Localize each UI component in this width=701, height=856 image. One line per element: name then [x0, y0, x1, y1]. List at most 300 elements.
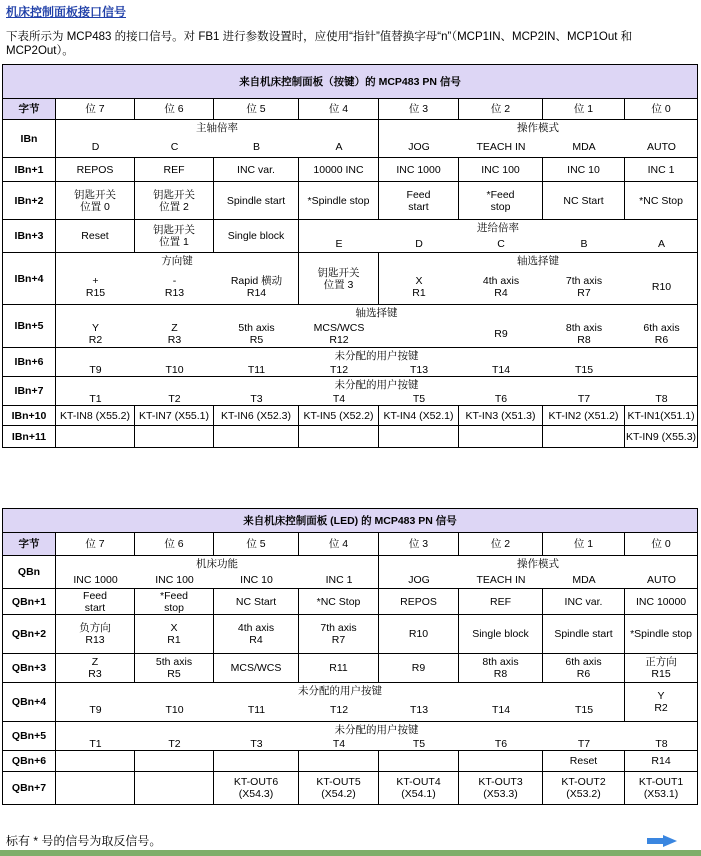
- signal-cell: Reset: [543, 751, 625, 772]
- signal-row: [3, 406, 698, 426]
- signal-cell: KT-IN4 (X52.1): [379, 406, 459, 426]
- signal-cell: T14: [491, 704, 511, 716]
- signal-cell: [56, 182, 135, 220]
- signal-cell: T12: [329, 704, 349, 716]
- signal-cell: [459, 654, 543, 683]
- cell-line: (X53.1): [643, 788, 679, 800]
- signal-cell: [214, 751, 299, 772]
- signal-row: [3, 751, 698, 772]
- byte-label: QBn+2: [3, 615, 56, 654]
- signal-cell: NC Start: [543, 182, 625, 220]
- signal-cell: [299, 615, 379, 654]
- signal-cell: [625, 654, 698, 683]
- bit-header: 位 1: [543, 533, 625, 556]
- cell-line: KT-OUT3: [478, 776, 523, 788]
- cell-line: R2: [654, 702, 668, 714]
- bit-header: 位 0: [625, 99, 698, 120]
- signal-cell: T14: [491, 364, 511, 376]
- cell-line: Z: [171, 322, 178, 334]
- signal-group: [379, 556, 698, 589]
- cell-line: *Feed: [486, 188, 515, 201]
- signal-cell: [56, 321, 135, 347]
- signal-cell: [543, 654, 625, 683]
- cell-line: (X53.3): [483, 788, 518, 800]
- bit-header: 位 3: [379, 99, 459, 120]
- group-label: 方向键: [161, 255, 193, 267]
- signal-cell: MCS/WCS: [214, 654, 299, 683]
- page-title: 机床控制面板接口信号: [6, 5, 127, 19]
- signal-cell: T6: [494, 393, 508, 405]
- cell-line: 5th axis: [155, 656, 193, 668]
- cell-line: KT-OUT6: [233, 776, 279, 788]
- signal-cell: R14: [625, 751, 698, 772]
- signal-cell: [379, 321, 459, 347]
- signal-cell: [625, 772, 698, 805]
- signal-cell: B: [252, 140, 260, 153]
- cell-line: 位置 1: [159, 236, 189, 248]
- signal-cell: B: [580, 238, 588, 250]
- cell-line: MCS/WCS: [313, 322, 365, 334]
- byte-label: QBn+1: [3, 589, 56, 615]
- cell-line: 7th axis: [565, 274, 603, 287]
- cell-line: 位置 3: [323, 278, 354, 291]
- cell-line: Feed: [406, 188, 431, 201]
- signal-cell: T7: [577, 738, 591, 750]
- signal-cell: [459, 182, 543, 220]
- cell-line: KT-OUT1: [638, 776, 684, 788]
- signal-row: [3, 556, 698, 589]
- byte-label: QBn: [3, 556, 56, 589]
- cell-line: R3: [88, 668, 102, 680]
- signal-cell: A: [335, 140, 343, 153]
- signal-row: [3, 348, 698, 377]
- signal-cell: KT-IN7 (X55.1): [135, 406, 214, 426]
- bit-header: 位 5: [214, 533, 299, 556]
- byte-label: QBn+5: [3, 722, 56, 751]
- signal-row: [3, 426, 698, 448]
- signal-cell: [214, 426, 299, 448]
- cell-line: (X54.3): [238, 788, 274, 800]
- cell-line: 4th axis: [482, 274, 520, 287]
- signal-cell: KT-IN8 (X55.2): [56, 406, 135, 426]
- signal-cell: INC 10: [240, 574, 273, 586]
- signal-cell: [459, 426, 543, 448]
- signal-cell: [56, 654, 135, 683]
- group-label: 操作模式: [517, 122, 560, 134]
- group-label: 机床功能: [196, 558, 238, 570]
- signal-cell: D: [415, 238, 423, 250]
- group-label: 轴选择键: [355, 307, 398, 319]
- signal-row: [3, 158, 698, 182]
- group-label: 未分配的用户按键: [298, 685, 382, 697]
- bit-header: 位 6: [135, 533, 214, 556]
- signal-cell: [299, 751, 379, 772]
- signal-cell: [214, 269, 299, 304]
- signal-cell: [625, 364, 698, 376]
- signal-cell: T3: [250, 738, 263, 750]
- signal-cell: [459, 772, 543, 805]
- signal-row: [3, 253, 698, 305]
- bit-header: 位 4: [299, 99, 379, 120]
- bit-header: 位 5: [214, 99, 299, 120]
- signal-cell: INC 10: [543, 158, 625, 182]
- signal-cell: E: [335, 238, 343, 250]
- cell-line: start: [84, 601, 106, 614]
- signal-cell: T13: [409, 704, 429, 716]
- cell-line: R5: [167, 668, 181, 680]
- signal-cell: [135, 220, 214, 253]
- signal-cell: R11: [299, 654, 379, 683]
- signal-group: [379, 120, 698, 158]
- signal-cell: [135, 654, 214, 683]
- cell-line: +: [92, 274, 99, 287]
- cell-line: R4: [494, 286, 508, 299]
- cell-line: R1: [167, 634, 181, 646]
- signal-cell: JOG: [408, 574, 430, 586]
- arrow-right-icon[interactable]: [663, 835, 677, 847]
- signal-cell: MDA: [572, 140, 596, 153]
- signal-cell: T10: [165, 364, 184, 376]
- cell-line: R14: [246, 286, 267, 299]
- signal-group: [56, 120, 379, 158]
- cell-line: R13: [164, 286, 185, 299]
- cell-line: 6th axis: [643, 322, 680, 334]
- signal-group: [56, 683, 625, 722]
- signal-cell: REPOS: [56, 158, 135, 182]
- signal-cell: T9: [89, 364, 102, 376]
- signal-cell: [214, 615, 299, 654]
- signal-cell: [56, 589, 135, 615]
- byte-label: IBn+11: [3, 426, 56, 448]
- signal-cell: T7: [577, 393, 591, 405]
- byte-label: QBn+4: [3, 683, 56, 722]
- cell-line: 钥匙开关: [153, 188, 195, 201]
- cell-line: (X53.2): [566, 788, 601, 800]
- signal-cell: R10: [651, 280, 672, 293]
- signal-cell: INC var.: [543, 589, 625, 615]
- signal-cell: [299, 253, 379, 305]
- intro-text: 下表所示为 MCP483 的接口信号。对 FB1 进行参数设置时，应使用“指针”值替换字母“n”（MCP1IN、MCP2IN、MCP1Out 和 MCP2Out）。: [6, 31, 633, 57]
- signal-cell: [625, 683, 698, 722]
- cell-line: 8th axis: [565, 322, 603, 334]
- signal-cell: INC 100: [155, 574, 194, 586]
- signal-group: [56, 556, 379, 589]
- signal-cell: [135, 589, 214, 615]
- cell-line: R6: [654, 334, 669, 346]
- signal-cell: [56, 772, 135, 805]
- cell-line: 5th axis: [238, 322, 275, 334]
- table-caption: 来自机床控制面板 (LED) 的 MCP483 PN 信号: [3, 509, 698, 533]
- signal-cell: [543, 269, 625, 304]
- signal-cell: *NC Stop: [299, 589, 379, 615]
- signal-cell: T9: [89, 704, 102, 716]
- signal-group: [56, 253, 299, 305]
- signal-row: [3, 182, 698, 220]
- signal-cell: 10000 INC: [299, 158, 379, 182]
- cell-line: R12: [329, 334, 349, 346]
- signal-cell: T11: [247, 364, 266, 376]
- group-label: 主轴倍率: [196, 122, 238, 134]
- signal-cell: INC 100: [459, 158, 543, 182]
- signal-cell: *NC Stop: [625, 182, 698, 220]
- signal-cell: INC var.: [214, 158, 299, 182]
- cell-line: stop: [164, 601, 184, 614]
- signal-cell: KT-IN3 (X51.3): [459, 406, 543, 426]
- cell-line: Z: [91, 656, 99, 668]
- output-signal-table: [2, 508, 698, 805]
- signal-group: [379, 253, 698, 305]
- signal-cell: T11: [247, 704, 266, 716]
- signal-cell: [459, 269, 543, 304]
- signal-cell: REF: [135, 158, 214, 182]
- signal-row: [3, 120, 698, 158]
- signal-cell: JOG: [408, 140, 430, 153]
- signal-cell: Spindle start: [543, 615, 625, 654]
- bit-header: 位 7: [56, 99, 135, 120]
- signal-cell: T3: [250, 393, 263, 405]
- signal-row: [3, 772, 698, 805]
- signal-cell: R10: [379, 615, 459, 654]
- group-label: 操作模式: [517, 558, 560, 570]
- cell-line: 钥匙开关: [153, 224, 195, 236]
- signal-cell: INC 1000: [73, 574, 118, 586]
- cell-line: Rapid 横动: [230, 274, 283, 287]
- signal-cell: [459, 751, 543, 772]
- signal-cell: MDA: [572, 574, 596, 586]
- signal-cell: [56, 269, 135, 304]
- signal-row: [3, 654, 698, 683]
- byte-label: IBn+5: [3, 305, 56, 348]
- bit-header: 位 1: [543, 99, 625, 120]
- signal-cell: [543, 426, 625, 448]
- signal-cell: [379, 751, 459, 772]
- cell-line: 正方向: [645, 656, 677, 668]
- group-label: 未分配的用户按键: [334, 379, 419, 391]
- cell-line: 4th axis: [237, 622, 275, 634]
- signal-cell: AUTO: [647, 140, 676, 153]
- signal-cell: R9: [494, 328, 508, 340]
- signal-cell: T5: [412, 393, 426, 405]
- signal-cell: INC 1: [325, 574, 353, 586]
- signal-cell: [379, 426, 459, 448]
- signal-cell: [379, 269, 459, 304]
- signal-cell: [543, 321, 625, 347]
- signal-cell: T2: [168, 738, 181, 750]
- signal-cell: [379, 182, 459, 220]
- cell-line: 位置 2: [159, 200, 189, 213]
- signal-cell: T8: [655, 393, 668, 405]
- signal-cell: [135, 751, 214, 772]
- signal-cell: [214, 772, 299, 805]
- signal-cell: TEACH IN: [476, 140, 526, 153]
- byte-label: QBn+6: [3, 751, 56, 772]
- signal-cell: [299, 426, 379, 448]
- signal-row: [3, 615, 698, 654]
- cell-line: R15: [85, 286, 106, 299]
- byte-label: QBn+3: [3, 654, 56, 683]
- signal-group: [56, 305, 698, 348]
- signal-cell: [56, 751, 135, 772]
- signal-cell: REF: [459, 589, 543, 615]
- signal-cell: T1: [89, 393, 102, 405]
- byte-label: IBn+3: [3, 220, 56, 253]
- signal-cell: [56, 615, 135, 654]
- byte-label: IBn+10: [3, 406, 56, 426]
- signal-cell: [625, 321, 698, 347]
- cell-line: KT-OUT4: [396, 776, 441, 788]
- group-label: 进给倍率: [477, 222, 520, 234]
- cell-line: R6: [576, 668, 591, 680]
- table-caption: 来自机床控制面板（按键）的 MCP483 PN 信号: [3, 65, 698, 99]
- cell-line: R4: [249, 634, 263, 646]
- signal-cell: T2: [168, 393, 181, 405]
- signal-group: [56, 377, 698, 406]
- signal-cell: [135, 426, 214, 448]
- cell-line: Feed: [83, 589, 107, 602]
- cell-line: start: [408, 200, 429, 213]
- cell-line: X: [415, 274, 423, 287]
- group-label: 未分配的用户按键: [334, 350, 419, 362]
- signal-cell: [135, 615, 214, 654]
- signal-cell: [543, 772, 625, 805]
- cell-line: R8: [493, 668, 508, 680]
- signal-cell: T6: [494, 738, 508, 750]
- signal-cell: KT-IN2 (X51.2): [543, 406, 625, 426]
- signal-cell: KT-IN5 (X52.2): [299, 406, 379, 426]
- signal-cell: KT-IN6 (X52.3): [214, 406, 299, 426]
- signal-cell: T13: [409, 364, 429, 376]
- cell-line: R2: [88, 334, 103, 346]
- byte-label: IBn+2: [3, 182, 56, 220]
- cell-line: *Feed: [159, 589, 189, 602]
- byte-header: 字节: [3, 533, 56, 556]
- signal-cell: INC 1000: [379, 158, 459, 182]
- signal-cell: C: [497, 238, 505, 250]
- cell-line: 8th axis: [482, 656, 519, 668]
- cell-line: R8: [577, 334, 591, 346]
- cell-line: -: [172, 274, 177, 287]
- signal-cell: [299, 772, 379, 805]
- signal-cell: R9: [379, 654, 459, 683]
- signal-cell: Reset: [56, 220, 135, 253]
- signal-row: [3, 683, 698, 722]
- signal-cell: *Spindle stop: [625, 615, 698, 654]
- cell-line: R7: [331, 634, 346, 646]
- byte-label: IBn: [3, 120, 56, 158]
- byte-label: QBn+7: [3, 772, 56, 805]
- signal-cell: REPOS: [379, 589, 459, 615]
- cell-line: (X54.2): [321, 788, 356, 800]
- signal-cell: AUTO: [647, 574, 676, 586]
- cell-line: KT-OUT5: [316, 776, 361, 788]
- input-signal-table: [2, 64, 698, 448]
- signal-cell: Single block: [214, 220, 299, 253]
- group-label: 未分配的用户按键: [334, 724, 419, 736]
- signal-cell: T15: [574, 364, 594, 376]
- signal-cell: INC 1: [625, 158, 698, 182]
- cell-line: 负方向: [79, 622, 111, 634]
- signal-cell: T1: [89, 738, 102, 750]
- signal-group: [56, 722, 698, 751]
- signal-cell: KT-IN9 (X55.3): [625, 426, 698, 448]
- byte-header: 字节: [3, 99, 56, 120]
- bit-header: 位 4: [299, 533, 379, 556]
- cell-line: Y: [91, 322, 99, 334]
- cell-line: 位置 0: [80, 200, 110, 213]
- bit-header: 位 7: [56, 533, 135, 556]
- cell-line: R1: [412, 286, 426, 299]
- signal-row: [3, 589, 698, 615]
- signal-cell: KT-IN1(X51.1): [625, 406, 698, 426]
- cell-line: R15: [651, 668, 671, 680]
- signal-cell: *Spindle stop: [299, 182, 379, 220]
- byte-label: IBn+6: [3, 348, 56, 377]
- signal-cell: INC 10000: [625, 589, 698, 615]
- signal-cell: T8: [655, 738, 668, 750]
- signal-cell: C: [170, 140, 179, 153]
- cell-line: stop: [490, 200, 511, 213]
- bit-header: 位 0: [625, 533, 698, 556]
- cell-line: X: [170, 622, 178, 634]
- signal-row: [3, 305, 698, 348]
- signal-cell: TEACH IN: [476, 574, 526, 586]
- cell-line: R3: [167, 334, 182, 346]
- cell-line: 钥匙开关: [317, 266, 360, 279]
- bit-header: 位 6: [135, 99, 214, 120]
- group-label: 轴选择键: [517, 255, 560, 267]
- cell-line: Y: [657, 690, 665, 702]
- signal-cell: T12: [329, 364, 349, 376]
- cell-line: 7th axis: [320, 622, 357, 634]
- bit-header: 位 3: [379, 533, 459, 556]
- signal-cell: T5: [412, 738, 426, 750]
- bit-header: 位 2: [459, 99, 543, 120]
- signal-cell: T15: [574, 704, 594, 716]
- signal-cell: [214, 321, 299, 347]
- signal-cell: [135, 772, 214, 805]
- cell-line: R7: [577, 286, 591, 299]
- signal-cell: [135, 182, 214, 220]
- cell-line: (X54.1): [401, 788, 436, 800]
- bottom-bar: [0, 850, 701, 856]
- signal-cell: T4: [332, 738, 346, 750]
- byte-label: IBn+4: [3, 253, 56, 305]
- signal-cell: [135, 269, 214, 304]
- signal-cell: D: [91, 140, 100, 153]
- cell-line: KT-OUT2: [561, 776, 606, 788]
- signal-group: [56, 348, 698, 377]
- footer-note: 标有 * 号的信号为取反信号。: [6, 834, 162, 848]
- cell-line: R5: [249, 334, 264, 346]
- signal-cell: Spindle start: [214, 182, 299, 220]
- signal-cell: T4: [332, 393, 346, 405]
- bit-header: 位 2: [459, 533, 543, 556]
- signal-cell: NC Start: [214, 589, 299, 615]
- byte-label: IBn+7: [3, 377, 56, 406]
- signal-cell: [299, 321, 379, 347]
- signal-cell: [135, 321, 214, 347]
- signal-cell: Single block: [459, 615, 543, 654]
- cell-line: 6th axis: [565, 656, 602, 668]
- signal-group: [299, 220, 698, 253]
- signal-cell: [379, 772, 459, 805]
- cell-line: 钥匙开关: [74, 188, 116, 201]
- signal-row: [3, 377, 698, 406]
- signal-cell: [56, 426, 135, 448]
- signal-cell: T10: [165, 704, 184, 716]
- signal-cell: A: [657, 238, 665, 250]
- signal-row: [3, 220, 698, 253]
